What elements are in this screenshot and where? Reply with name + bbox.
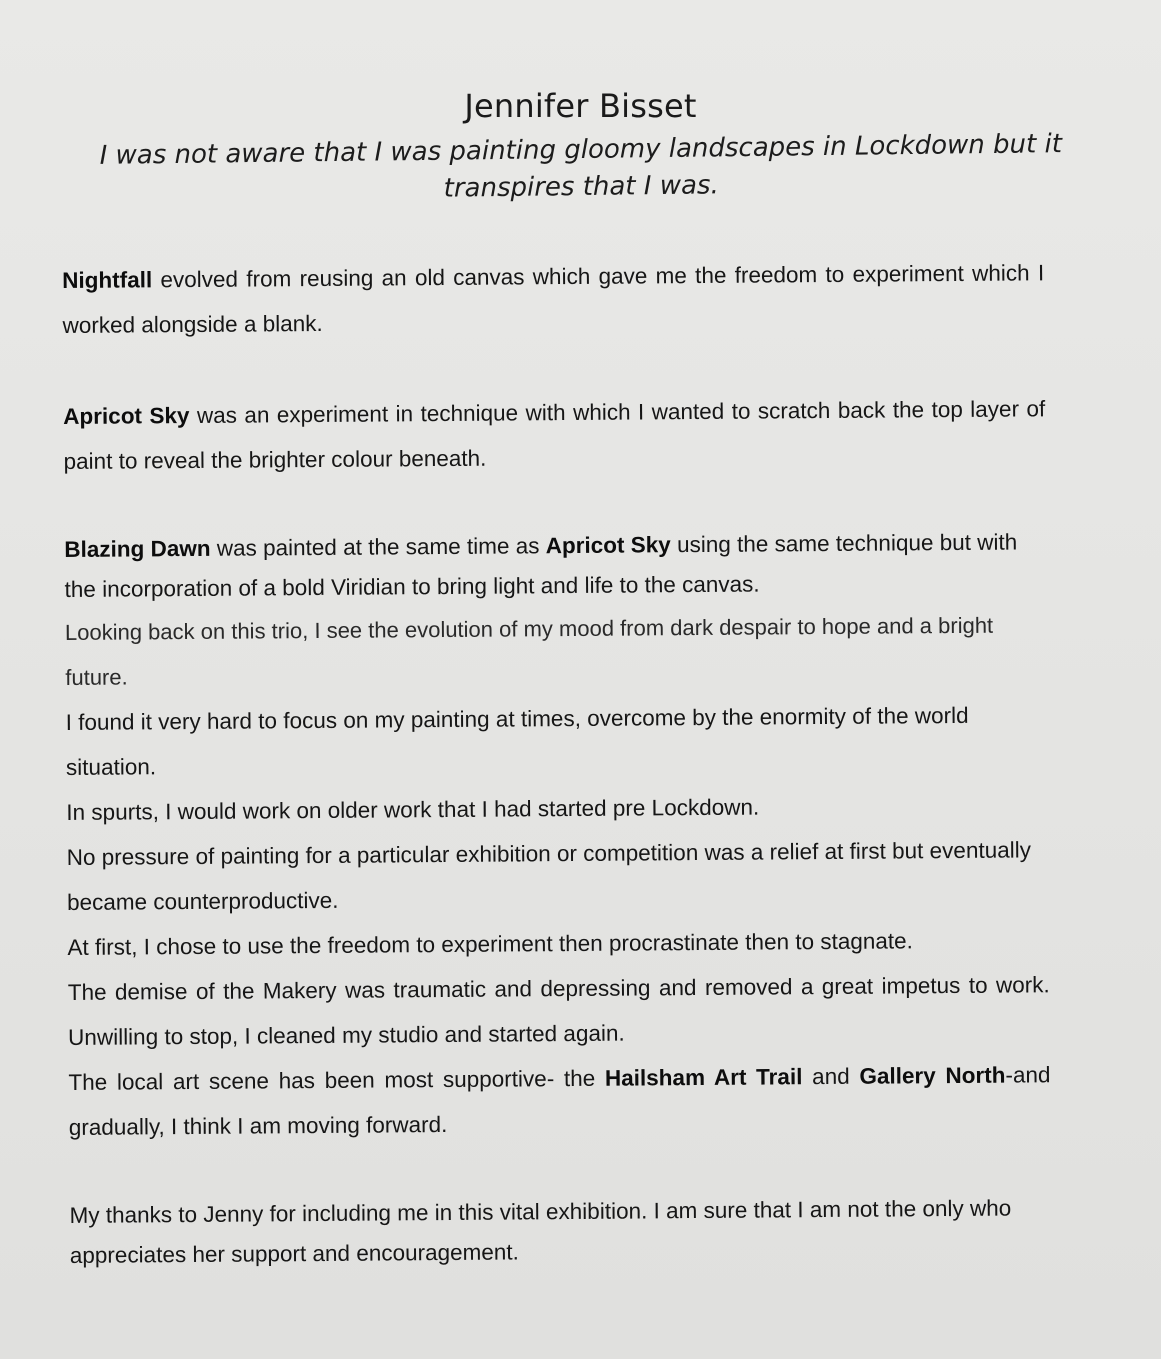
artist-quote: I was not aware that I was painting gloomy landscapes in Lockdown but it transpires that I was. <box>98 129 1062 204</box>
paragraph-trio: Looking back on this trio, I see the evolution of my mood from dark despair to hope and a bright future. <box>64 612 994 690</box>
artwork-title-apricot-sky: Apricot Sky <box>63 403 190 429</box>
paragraph-text: evolved from reusing an old canvas which gave me the freedom to experiment which I worked alongside a blank. <box>62 260 1045 338</box>
paragraph-at-first: At first, I chose to use the freedom to experiment then procrastinate then to stagnate. <box>67 928 913 960</box>
paragraph-text: The local art scene has been most supportive- the <box>68 1065 606 1095</box>
paragraph-thanks: My thanks to Jenny for including me in this vital exhibition. I am sure that I am not the only who appreciates her support and encouragement. <box>69 1195 1012 1268</box>
statement-body <box>62 250 1052 1276</box>
paragraph-spurts: In spurts, I would work on older work that I had started pre Lockdown. <box>66 794 760 825</box>
paragraph-text: using the same technique but with the incorporation of a bold Viridian to bring light and life to the canvas. <box>64 529 1018 602</box>
venue-gallery-north: Gallery North <box>859 1062 1006 1089</box>
paragraph-pressure: No pressure of painting for a particular exhibition or competition was a relief at first but eventually became counterproductive. <box>66 837 1032 915</box>
artist-name: Jennifer Bisset <box>464 87 697 125</box>
artwork-title-apricot-sky-ref: Apricot Sky <box>545 532 671 559</box>
paragraph-text: was an experiment in technique with which I wanted to scratch back the top layer of paint to reveal the brighter colour beneath. <box>63 396 1046 474</box>
paragraph-apricot-sky <box>63 386 1046 484</box>
paragraph-makery: The demise of the Makery was traumatic and depressing and removed a great impetus to work. Unwilling to stop, I cleaned my studio and started again. <box>67 972 1050 1050</box>
paragraph-nightfall <box>62 250 1045 348</box>
paragraph-text: was painted at the same time as <box>210 533 546 561</box>
paragraph-blazing-dawn <box>64 522 1047 610</box>
artwork-title-blazing-dawn: Blazing Dawn <box>64 535 211 562</box>
document-header <box>0 86 1161 206</box>
paragraph-focus: I found it very hard to focus on my painting at times, overcome by the enormity of the world situation. <box>65 702 969 780</box>
paragraph-text: and <box>802 1063 860 1090</box>
artwork-title-nightfall: Nightfall <box>62 267 153 293</box>
paragraph-text: -and gradually, I think I am moving forward. <box>68 1062 1051 1140</box>
paragraph-local-art <box>68 1052 1051 1150</box>
event-hailsham-art-trail: Hailsham Art Trail <box>604 1064 803 1091</box>
